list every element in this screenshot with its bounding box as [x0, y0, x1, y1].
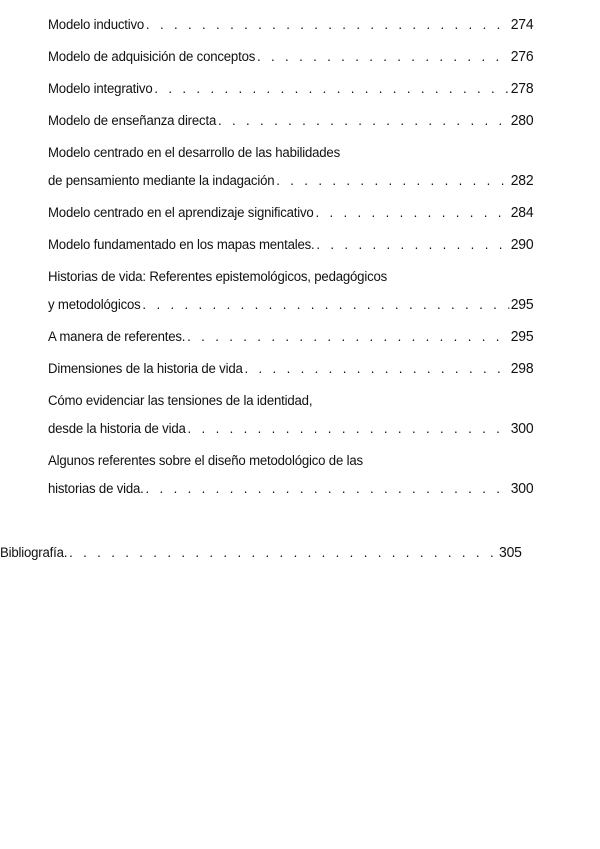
toc-entry-habilidades [48, 168, 533, 194]
toc-entry-page: 284 [510, 204, 534, 221]
toc-entry-title: Modelo centrado en el desarrollo de las habilidades [48, 145, 340, 161]
toc-entry-title: desde la historia de vida [48, 421, 186, 437]
dot-leader [188, 416, 509, 442]
toc-entry-title: historias de vida. [48, 481, 144, 497]
dot-leader [315, 200, 508, 226]
toc-entry-adquisicion-conceptos [48, 44, 533, 70]
toc-entry-title: Historias de vida: Referentes epistemológicos, pedagógicos [48, 269, 388, 285]
toc-entry-diseno [48, 476, 533, 502]
toc-entry-title: Modelo de adquisición de conceptos [48, 49, 256, 65]
toc-entry-page: 278 [510, 80, 534, 97]
toc-entry-page: 295 [510, 296, 534, 313]
toc-entry-title: Modelo de enseñanza directa [48, 113, 217, 129]
toc-entry-diseno-line1 [48, 448, 533, 474]
dot-leader [257, 44, 509, 70]
dot-leader [69, 540, 497, 566]
toc-entry-dimensiones [48, 356, 533, 382]
toc-entry-page: 305 [499, 544, 522, 561]
toc-entry-title: y metodológicos [48, 297, 141, 313]
dot-leader [218, 108, 509, 134]
dot-leader [276, 168, 509, 194]
toc-entry-page: 300 [510, 420, 534, 437]
dot-leader [245, 356, 509, 382]
toc-entry-tensiones-line1 [48, 388, 533, 414]
toc-entry-page: 290 [510, 236, 534, 253]
dot-leader [146, 476, 509, 502]
toc-entry-modelo-inductivo [48, 12, 533, 38]
toc-entry-page: 298 [510, 360, 534, 377]
toc-entry-aprendizaje-significativo [48, 200, 533, 226]
toc-entry-title: Bibliografía. [0, 545, 68, 561]
toc-entry-title: Dimensiones de la historia de vida [48, 361, 243, 377]
toc-entry-modelo-integrativo [48, 76, 533, 102]
dot-leader [316, 232, 508, 258]
toc-entry-title: Algunos referentes sobre el diseño metodológico de las [48, 453, 363, 469]
toc-entry-ensenanza-directa [48, 108, 533, 134]
toc-entry-title: Modelo fundamentado en los mapas mentales. [48, 237, 315, 253]
toc-entry-tensiones [48, 416, 533, 442]
toc-entry-page: 280 [510, 112, 534, 129]
toc-entry-page: 282 [510, 172, 534, 189]
toc-entry-historias [48, 292, 533, 318]
dot-leader [146, 12, 509, 38]
toc-entry-page: 276 [510, 48, 534, 65]
toc-entry-page: 300 [510, 480, 534, 497]
toc-entry-historias-line1 [48, 264, 533, 290]
toc-entry-title: Modelo integrativo [48, 81, 153, 97]
dot-leader [154, 76, 509, 102]
toc-entry-page: 274 [510, 16, 534, 33]
toc-entry-page: 295 [510, 328, 534, 345]
toc-entry-mapas-mentales [48, 232, 533, 258]
toc-entry-title: de pensamiento mediante la indagación [48, 173, 275, 189]
toc-entry-habilidades-line1 [48, 140, 533, 166]
toc-entry-title: A manera de referentes. [48, 329, 186, 345]
dot-leader [142, 292, 508, 318]
dot-leader [187, 324, 509, 350]
toc-entry-title: Cómo evidenciar las tensiones de la identidad, [48, 393, 313, 409]
toc-entry-title: Modelo centrado en el aprendizaje significativo [48, 205, 314, 221]
toc-entry-title: Modelo inductivo [48, 17, 145, 33]
toc-entry-manera-referentes [48, 324, 533, 350]
toc-entry-bibliografia [0, 540, 522, 566]
